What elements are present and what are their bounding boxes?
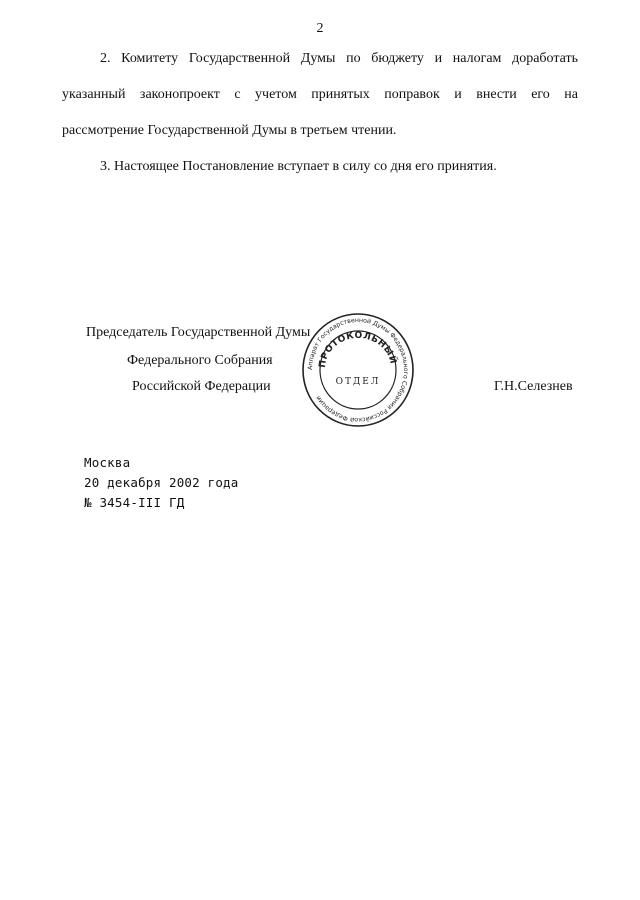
signature-title-line-1: Председатель Государственной Думы xyxy=(86,325,311,340)
signatory-name: Г.Н.Селезнев xyxy=(494,379,573,394)
official-seal-stamp xyxy=(285,312,431,428)
signature-title-line-3: Российской Федерации xyxy=(132,379,271,394)
paragraph-2-line-1: 2. Комитету Государственной Думы по бюджету и налогам доработать xyxy=(100,51,578,66)
footer-city: Москва xyxy=(84,455,131,470)
paragraph-3 xyxy=(62,149,578,185)
seal-center-text: ОТДЕЛ xyxy=(335,377,381,387)
seal-outer-text: Аппарат Государственной Думы Федерального Собрания Российской Федерации xyxy=(306,316,410,424)
footer-date: 20 декабря 2002 года xyxy=(84,475,239,490)
seal-arc-text: ПРОТОКОЛЬНЫЙ xyxy=(317,330,398,369)
paragraph-2 xyxy=(62,41,578,149)
footer-document-number: № 3454-III ГД xyxy=(84,495,185,510)
paragraph-2-line-2: указанный законопроект с учетом принятых поправок и внести его на xyxy=(62,87,578,102)
page-number: 2 xyxy=(316,21,324,36)
signature-title-line-2: Федерального Собрания xyxy=(127,353,273,368)
paragraph-2-line-3: рассмотрение Государственной Думы в третьем чтении. xyxy=(62,123,397,138)
paragraph-3-line-1: 3. Настоящее Постановление вступает в силу со дня его принятия. xyxy=(100,159,497,174)
